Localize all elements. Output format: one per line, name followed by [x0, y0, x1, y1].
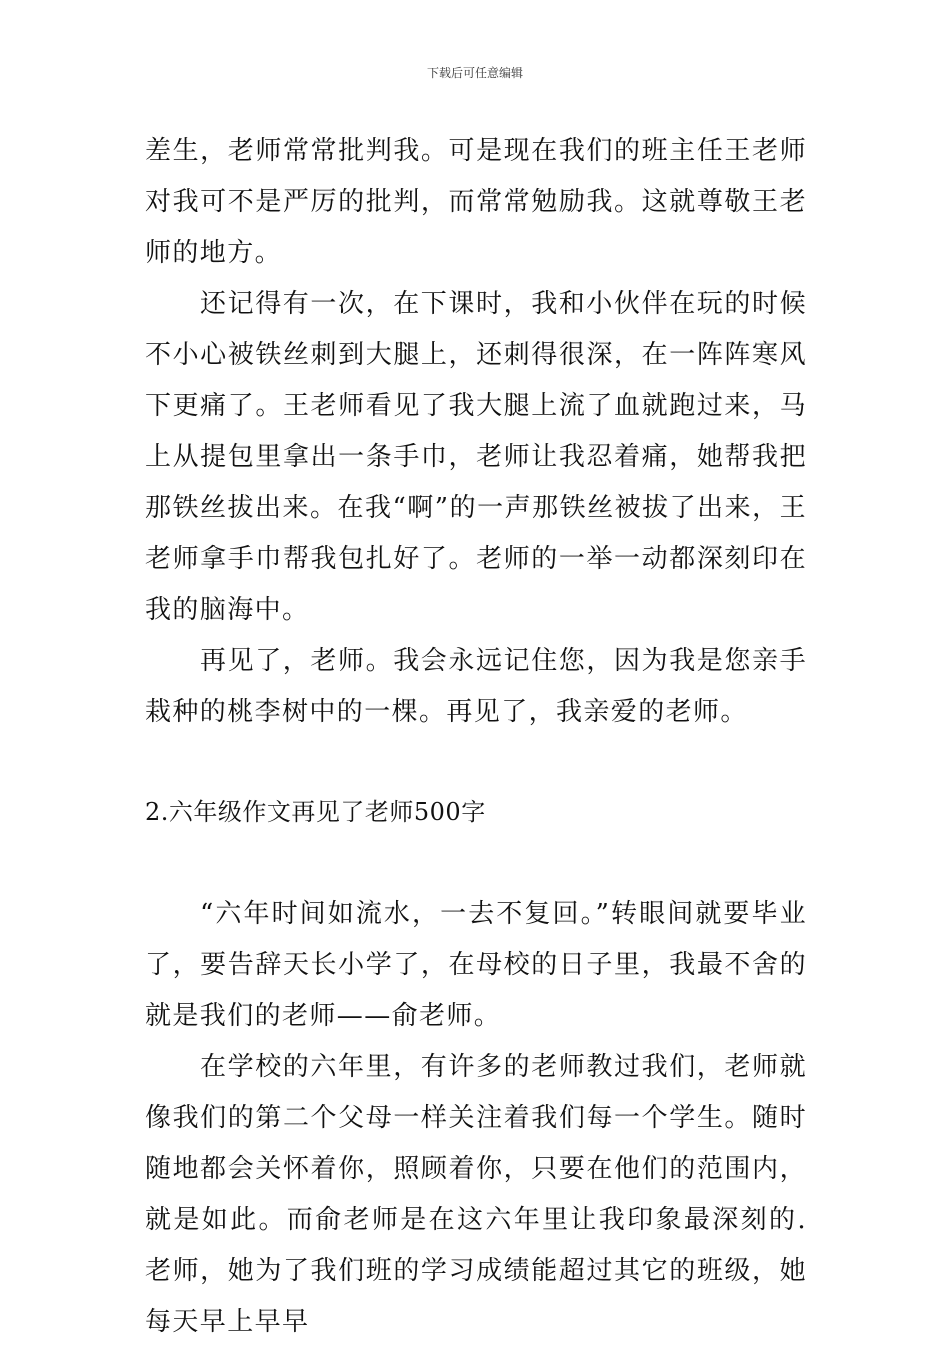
section-heading: 2.六年级作文再见了老师500字 [145, 798, 486, 826]
paragraph-intro: “六年时间如流水，一去不复回。”转眼间就要毕业了，要告辞天长小学了，在母校的日子里，我最不舍的就是我们的老师——俞老师。 [145, 899, 807, 1031]
paragraph-memory: 还记得有一次，在下课时，我和小伙伴在玩的时候不小心被铁丝刺到大腿上，还刺得很深，在一阵阵寒风下更痛了。王老师看见了我大腿上流了血就跑过来，马上从提包里拿出一条手巾，老师让我忍着痛，她帮我把那铁丝拔出来。在我“啊”的一声那铁丝被拔了出来，王老师拿手巾帮我包扎好了。老师的一举一动都深刻印在我的脑海中。 [145, 289, 807, 625]
paragraph-continued: 差生，老师常常批判我。可是现在我们的班主任王老师对我可不是严厉的批判，而常常勉励我。这就尊敬王老师的地方。 [145, 136, 807, 268]
spacer [145, 838, 807, 889]
document-body [145, 126, 807, 1348]
paragraph-teacher: 在学校的六年里，有许多的老师教过我们，老师就像我们的第二个父母一样关注着我们每一个学生。随时随地都会关怀着你，照顾着你，只要在他们的范围内，就是如此。而俞老师是在这六年里让我印象最深刻的.老师，她为了我们班的学习成绩能超过其它的班级，她每天早上早早 [145, 1052, 807, 1337]
page-header: 下载后可任意编辑 [426, 66, 523, 80]
paragraph-farewell: 再见了，老师。我会永远记住您，因为我是您亲手栽种的桃李树中的一棵。再见了，我亲爱的老师。 [145, 646, 807, 727]
